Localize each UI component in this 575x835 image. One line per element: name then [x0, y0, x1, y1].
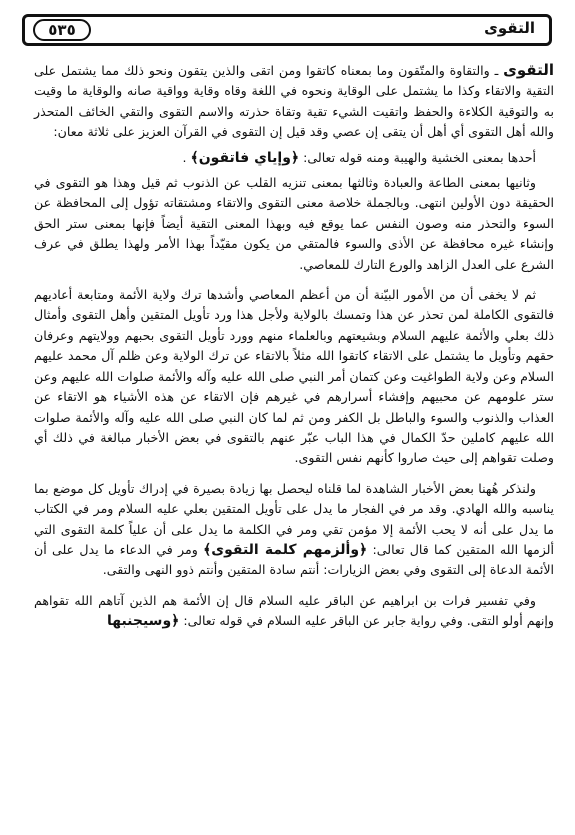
- paragraph-text-after: .: [182, 149, 191, 165]
- paragraph-text: وفي تفسير فرات بن ابراهيم عن الباقر عليه السلام قال إن الأئمة هم الذين آتاهم الله تقواهم وإنهم أولو التقى. وفي رواية جابر عن الباقر عليه السلام في قوله تعالى:: [34, 592, 554, 629]
- page-body: [34, 60, 554, 830]
- running-title: التقوى: [484, 19, 535, 37]
- paragraph-definition: [34, 60, 554, 143]
- quran-quote: ﴿وسيجنبها: [106, 613, 180, 630]
- paragraph-text: ثم لا يخفى أن من الأمور البيّنة أن من أعظم المعاصي وأشدها ترك ولاية الأئمة ومتابعة أعاديهم فالتقوى الكاملة لمن تحذر عن هذا وتمسك بالولاية ولأجل هذا ورد تأويل المتقين وأهل التقوى وأمثال ذلك بعلي والأئمة عليهم السلام وبشيعتهم وبالعلماء منهم وورد تأويل التقوى بحبهم وولايتهم وعرفان حقهم وتأويل ما يشتمل على الاتقاء كاتقوا الله مثلاً بالاتقاء عن ترك الولاية وعن ظلم آل محمد عليهم السلام وعن ولاية الطواغيت وعن كتمان أمر النبي صلى الله عليه وآله والأئمة صلوات الله عليهم وعن ستر علومهم عن محبيهم وإفشاء أسرارهم في غيرهم فإن الاتقاء عن هذه الأشياء هو الاتقاء عن العذاب والذنوب والسوء والباطل بل الكفر ومن ثم لما كان النبي صلى الله عليه وآله والأئمة صلوات الله عليهم كاملين حدّ الكمال في هذا الباب عبّر عنهم بالتقوى في بعض الأخبار مبالغة في ذلك أي وصلت تقواهم إلى حيث صاروا كأنهم نفس التقوى.: [34, 287, 554, 466]
- paragraph-text-after: ومر في الدعاء ما يدل على أن الأئمة الدعاة إلى التقوى وفي بعض الزيارات: أنتم سادة المتقين وأنتم ذوو النهى والتقى.: [34, 541, 554, 578]
- page-header: [22, 14, 552, 46]
- paragraph-text: ـ والتقاوة والمتّقون وما بمعناه كاتقوا ومن اتقى والذين يتقون ونحو ذلك مما يشتمل على التقية والاتقاء وكذا ما يشتمل على الوقاية ونحوه في اللغة وقاه وقاية وواقية صانه والوقاية ما وقيت به والتوقية الكلاءة والحفظ واتقيت الشيء تقية وتقاة حذرته والاسم التقوى والتقي الخائف المتحذر والله أهل التقوى أي أهل أن يتقى إن عصي وقد قيل إن التقوى في القرآن العزيز على ثلاثة معان:: [34, 63, 554, 140]
- paragraph-evidence: [34, 479, 554, 581]
- paragraph-text: وثانيها بمعنى الطاعة والعبادة وثالثها بمعنى تنزيه القلب عن الذنوب ثم قيل وهذا هو التقوى في الحقيقة دون الأولين انتهى. وبالجملة خلاصة معنى التقوى والاتقاء ومشتقاته تؤول إلى المحافظة عن السوء والتحذر منه وصون النفس عما يوقع فيه وبهذا المعنى التقية أيضاً فإنها بمعنى ستر الحق وإنشاء غيره محافظة عن الأذى والسوء فالمتقي من يكون مقيّداً بهذا الأمر ولهذا يطلق في عرف الشرع على العدل الزاهد والورع التارك للمعاصي.: [34, 175, 554, 272]
- entry-term: التقوى: [503, 61, 554, 79]
- quran-quote: ﴿وألزمهم كلمة التقوى﴾: [203, 541, 368, 558]
- page-number: ٥٣٥: [33, 19, 91, 41]
- paragraph-wilaya: [34, 285, 554, 469]
- paragraph-text: أحدها بمعنى الخشية والهيبة ومنه قوله تعالى:: [299, 149, 536, 165]
- paragraph-meanings: [34, 173, 554, 275]
- paragraph-tafsir: [34, 591, 554, 632]
- quran-quote: ﴿وإياي فاتقون﴾: [190, 149, 300, 166]
- paragraph-text: ولنذكر هُهنا بعض الأخبار الشاهدة لما قلناه ليحصل بها زيادة بصيرة في إدراك تأويل كل موضع بما يناسبه والله الهادي. وقد مر في الفجار ما يدل على تأويل المتقين بعلي عليه السلام ومر في الكتاب ما يدل على أنه لا يحب الأئمة إلا مؤمن تقي ومر في الكلمة ما يدل على أن علياً كلمة التقوى التي ألزمها الله المتقين كما قال تعالى:: [34, 480, 554, 557]
- paragraph-meaning-one: [34, 148, 554, 168]
